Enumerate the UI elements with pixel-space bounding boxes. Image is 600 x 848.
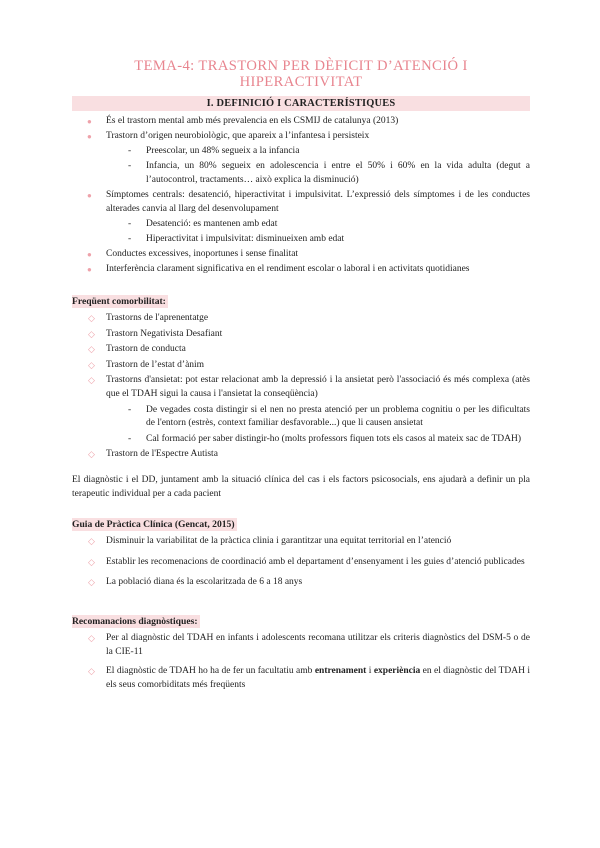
list-item: ◇ El diagnòstic de TDAH ho ha de fer un facultatiu amb entrenament i experiència en el diagnòstic del TDAH i els seus comorbiditats més freqüents (88, 666, 530, 690)
bullet-diamond-icon: ◇ (88, 632, 95, 643)
list-item: ● Interferència clarament significativa en el rendiment escolar o laboral i en activitats quotidianes (72, 263, 530, 277)
bullet-diamond-icon: ◇ (88, 577, 95, 588)
dash-marker: - (128, 146, 132, 157)
bullet-dot-icon: ● (87, 264, 92, 274)
list-item: ◇ La població diana és la escolaritzada de 6 a 18 anys (72, 576, 530, 590)
list-item: ◇ Trastorn de conducta (72, 343, 530, 357)
list-item: ◇ Trastorns d'ansietat: pot estar relacionat amb la depressió i la ansietat però l'associació és més complexa (atès que el TDAH sigui la causa i l'ansietat la conseqüència) (88, 375, 530, 399)
guide-list (72, 535, 530, 590)
bold-term: experiència (373, 666, 421, 677)
dash-marker: - (128, 433, 132, 444)
list-item: ● Trastorn d’origen neurobiològic, que apareix a l’infantesa i persisteix (72, 130, 530, 144)
recommendations-list (72, 632, 530, 692)
list-item: ◇ Trastorn de l'Espectre Autista (72, 448, 530, 462)
list-item: ◇ Per al diagnòstic del TDAH en infants i adolescents recomana utilitzar els criteris diagnòstics del DSM-5 o de la CIE-11 (88, 632, 530, 657)
bold-term: entrenament (314, 666, 367, 677)
bullet-diamond-icon: ◇ (88, 375, 95, 386)
definition-list (72, 115, 530, 277)
dash-marker: - (128, 233, 132, 244)
dash-marker: - (128, 161, 132, 172)
heading-clinical-guide: Guia de Pràctica Clínica (Gencat, 2015) (72, 519, 235, 531)
bullet-diamond-icon: ◇ (88, 556, 95, 567)
list-item: ● Conductes excessives, inoportunes i sense finalitat (72, 248, 530, 262)
bullet-dot-icon: ● (87, 249, 92, 259)
bullet-diamond-icon: ◇ (88, 344, 95, 355)
list-item: ● És el trastorn mental amb més prevalencia en els CSMIJ de catalunya (2013) (72, 115, 530, 129)
sub-list-item: - Preescolar, un 48% segueix a la infancia (72, 145, 530, 159)
comorbidity-list (72, 312, 530, 462)
sub-list-item: - Infancia, un 80% segueix en adolescencia i entre el 50% i 60% en la vida adulta (degut a l’autocontrol, tractaments… això explica la disminució) (128, 161, 530, 185)
page-title: TEMA-4: TRASTORN PER DÈFICIT D’ATENCIÓ I HIPERACTIVITAT (134, 58, 468, 90)
bullet-diamond-icon: ◇ (88, 328, 95, 339)
list-item: ◇ Establir les recomenacions de coordinació amb el departament d’ensenyament i les guies d’atenció publicades (72, 556, 530, 570)
heading-comorbidity: Freqüent comorbilitat: (72, 296, 166, 308)
bullet-diamond-icon: ◇ (88, 449, 95, 460)
sub-list-item: - Desatenció: es mantenen amb edat (72, 218, 530, 232)
heading-recommendations: Recomanacions diagnòstiques: (72, 615, 198, 627)
sub-list-item: - Cal formació per saber distingir-ho (molts professors fiquen tots els casos al mateix sac de TDAH) (72, 433, 530, 447)
list-item: ◇ Trastorn de l’estat d’ànim (72, 359, 530, 373)
bullet-diamond-icon: ◇ (88, 536, 95, 547)
diagnosis-paragraph: El diagnòstic i el DD, juntament amb la situació clínica del cas i els factors psicosocials, ens ajudarà a definir un pla terapeutic individual per a cada pacient (72, 474, 530, 499)
list-item: ● Símptomes centrals: desatenció, hiperactivitat i impulsivitat. L’expressió dels símptomes i de les conductes alterades canvia al llarg del desenvolupament (87, 189, 530, 214)
list-item: ◇ Trastorn Negativista Desafiant (72, 328, 530, 342)
dash-marker: - (128, 404, 132, 415)
bullet-diamond-icon: ◇ (88, 313, 95, 324)
bullet-dot-icon: ● (87, 132, 92, 142)
sub-list-item: - De vegades costa distingir si el nen no presta atenció per un problema cognitiu o per les dificultats de l'entorn (estrès, context familiar desfavorable...) que li causen ansietat (128, 404, 530, 429)
list-item: ◇ Trastorns de l'aprenentatge (72, 312, 530, 326)
section-heading-definition: I. DEFINICIÓ I CARACTERÍSTIQUES (72, 96, 530, 111)
bullet-diamond-icon: ◇ (88, 359, 95, 370)
bullet-dot-icon: ● (87, 190, 92, 200)
bullet-diamond-icon: ◇ (88, 666, 95, 677)
bullet-dot-icon: ● (87, 117, 92, 126)
dash-marker: - (128, 218, 132, 229)
list-item: ◇ Disminuir la variabilitat de la pràctica clinia i garantitzar una equitat territorial en l’atenció (72, 535, 530, 549)
sub-list-item: - Hiperactivitat i impulsivitat: disminueixen amb edat (72, 233, 530, 247)
